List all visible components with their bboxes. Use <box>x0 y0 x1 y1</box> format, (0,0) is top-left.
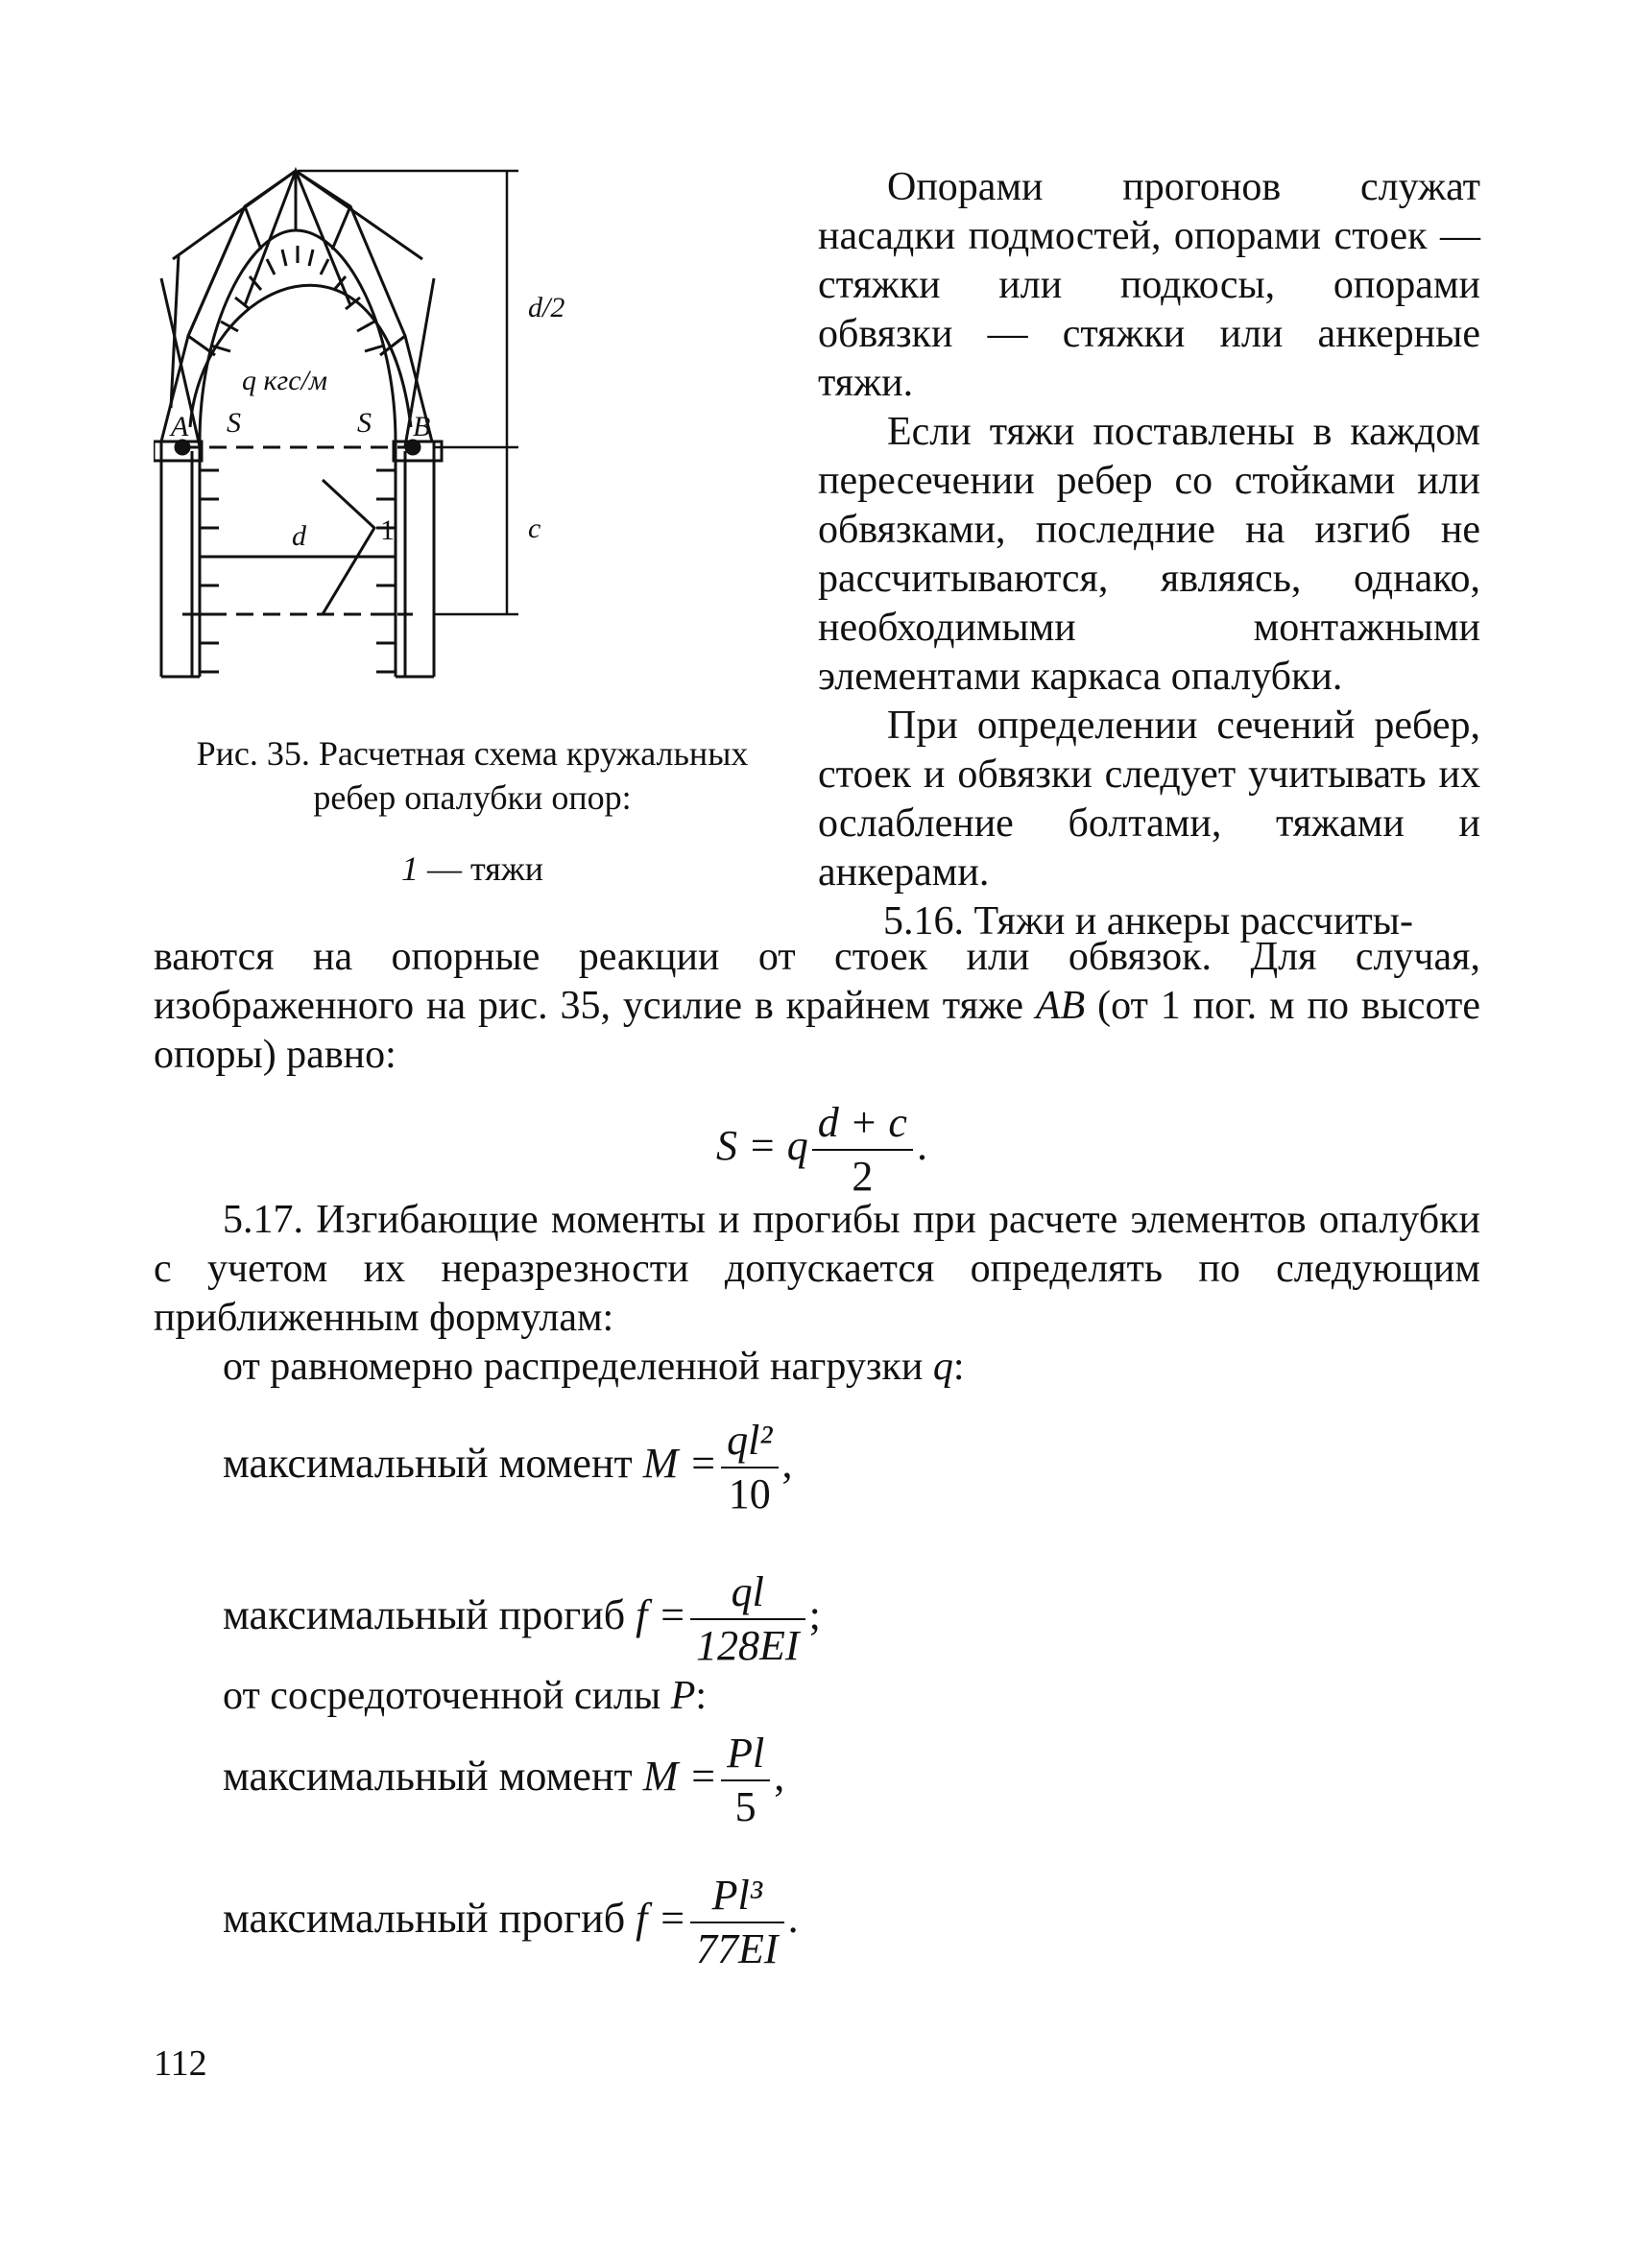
formula-s-lhs: S = q <box>716 1122 808 1170</box>
paragraph-supports: Опорами прогонов служат насадки подмостей, опорами стоек — стяжки или подкосы, опорами обвязки — стяжки или анкерные тяжи. <box>818 165 1480 405</box>
formula-s-num: d + c <box>812 1097 913 1151</box>
formula-2-end: ; <box>808 1591 821 1639</box>
formula-1-den: 10 <box>728 1470 771 1517</box>
section-516-body <box>154 933 1480 1080</box>
formula-2-fraction <box>690 1566 805 1672</box>
formula-1-fraction <box>721 1415 778 1520</box>
formula-3-label: максимальный момент <box>223 1753 633 1801</box>
arch-formwork-diagram <box>154 163 787 701</box>
formula-2-num: ql <box>690 1566 805 1620</box>
point-load-label: от сосредоточенной силы <box>223 1674 661 1718</box>
point-load-symbol: P <box>670 1674 696 1718</box>
legend-number: 1 <box>401 849 420 888</box>
formula-4-lhs: f = <box>636 1895 687 1943</box>
legend-text: — тяжи <box>427 849 543 888</box>
formula-4-num: Pl³ <box>690 1870 784 1923</box>
formula-moment-uniform <box>223 1415 793 1520</box>
formula-deflection-uniform <box>223 1566 821 1672</box>
formula-s-den: 2 <box>852 1153 874 1200</box>
uniform-load-label: от равномерно распределенной нагрузки <box>223 1345 924 1389</box>
label-s-left: S <box>227 407 241 439</box>
section-517 <box>154 1196 1480 1392</box>
uniform-load-symbol: q <box>932 1345 953 1389</box>
formula-1-lhs: M = <box>642 1440 718 1488</box>
section-517-text: 5.17. Изгибающие моменты и прогибы при расчете элементов опалубки с учетом их неразрезности допускается определять по следующим приближенным формулам: <box>154 1198 1480 1340</box>
label-half-span: d/2 <box>528 292 565 323</box>
point-colon: : <box>695 1674 708 1718</box>
dimension-lines <box>298 171 518 614</box>
section-516-lead-text: Тяжи и анкеры рассчиты- <box>973 899 1413 943</box>
point-load-line <box>154 1672 1480 1721</box>
uniform-load-line <box>154 1343 1480 1392</box>
right-column-text <box>818 163 1480 946</box>
formula-3-num: Pl <box>721 1728 770 1781</box>
section-516-text-a: ваются на опорные реакции от стоек или обвязок. Для случая, изображенного на рис. 35, усилие в крайнем тяже <box>154 935 1480 1028</box>
caption-title: Рис. 35. Расчетная схема кружальных ребер опалубки опор: <box>196 734 749 817</box>
section-516-text-b: (от 1 пог. м по высоте опоры) равно: <box>154 984 1480 1077</box>
formula-s-fraction <box>812 1097 913 1203</box>
formula-2-den: 128EI <box>696 1622 800 1669</box>
formula-moment-point <box>223 1728 784 1833</box>
point-load-heading <box>154 1672 1480 1721</box>
formula-1-num: ql² <box>721 1415 778 1468</box>
formula-4-fraction <box>690 1870 784 1975</box>
formula-s-end: . <box>916 1122 927 1170</box>
label-s-right: S <box>357 407 372 439</box>
paragraph-ties: Если тяжи поставлены в каждом пересечении ребер со стойками или обвязками, последние на изгиб не рассчитываются, являясь, однако, необходимыми монтажными элементами каркаса опалубки. <box>818 410 1480 699</box>
formula-3-end: , <box>774 1753 785 1801</box>
formula-deflection-point <box>223 1870 799 1975</box>
formula-s <box>716 1097 927 1203</box>
formula-4-label: максимальный прогиб <box>223 1895 626 1943</box>
label-height: c <box>528 513 541 544</box>
left-post <box>161 278 200 677</box>
caption-legend <box>165 847 780 891</box>
formula-1-label: максимальный момент <box>223 1440 633 1488</box>
formula-1-end: , <box>781 1440 793 1488</box>
formula-2-lhs: f = <box>636 1591 687 1639</box>
formula-4-end: . <box>787 1895 799 1943</box>
formula-3-fraction <box>721 1728 770 1833</box>
formula-3-lhs: M = <box>642 1753 718 1801</box>
section-516-number: 5.16. <box>883 899 964 943</box>
formula-2-label: максимальный прогиб <box>223 1591 626 1639</box>
figure-caption <box>165 731 780 891</box>
page-number: 112 <box>154 2043 207 2084</box>
label-a: A <box>171 411 189 442</box>
diagram-svg <box>154 163 787 701</box>
formula-4-den: 77EI <box>696 1925 779 1972</box>
label-span: d <box>292 520 306 552</box>
label-load: q кгс/м <box>242 365 328 396</box>
uniform-colon: : <box>952 1345 965 1389</box>
label-tie-marker: 1 <box>380 514 395 546</box>
label-b: B <box>413 411 431 442</box>
tie-ab: AB <box>1035 984 1086 1028</box>
right-post <box>405 278 434 677</box>
formula-3-den: 5 <box>734 1783 756 1830</box>
section-516-text <box>154 933 1480 1080</box>
paragraph-sections: При определении сечений ребер, стоек и обвязки следует учитывать их ослабление болтами, тяжами и анкерами. <box>818 704 1480 895</box>
